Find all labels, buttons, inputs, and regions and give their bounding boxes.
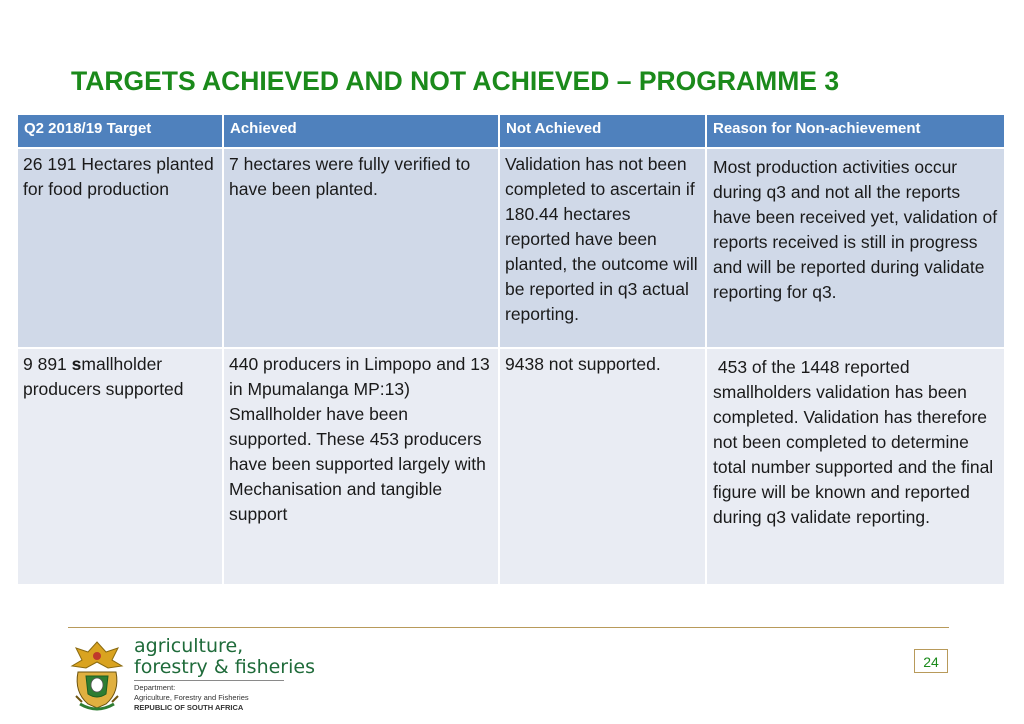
department-logo [66,635,315,716]
header-not-achieved: Not Achieved [499,114,706,148]
table-row [17,348,1005,585]
table-row [17,148,1005,348]
dept-full-name: Agriculture, Forestry and Fisheries [134,693,249,702]
cell-reason: 453 of the 1448 reported smallholders validation has been completed. Validation has therefore not been completed to determine total number supported and the final figure will be known and reported during q3 validate reporting. [706,348,1005,585]
header-achieved: Achieved [223,114,499,148]
table-header-row [17,114,1005,148]
header-reason: Reason for Non-achievement [706,114,1005,148]
footer-divider [68,627,949,628]
dept-label: Department: [134,683,176,692]
department-details [134,683,249,713]
header-target: Q2 2018/19 Target [17,114,223,148]
target-number: 9 891 [23,354,72,374]
cell-reason: Most production activities occur during q3 and not all the reports have been received yet, validation of reports received is still in progress and will be reported during validate reporting for q3. [706,148,1005,348]
page-number: 24 [914,649,948,673]
dept-name-line2: forestry & fisheries [134,656,315,678]
dept-name-line1: agriculture, [134,635,244,657]
cell-target [17,348,223,585]
coat-of-arms-icon [68,638,126,714]
target-text: mallholder producers supported [23,354,184,399]
country-name: REPUBLIC OF SOUTH AFRICA [134,703,244,712]
slide-title: TARGETS ACHIEVED AND NOT ACHIEVED – PROGRAMME 3 [71,66,840,96]
targets-table [16,113,1006,586]
cell-target: 26 191 Hectares planted for food production [17,148,223,348]
department-name [134,636,315,678]
dept-divider [134,680,284,681]
cell-achieved: 440 producers in Limpopo and 13 in Mpumalanga MP:13) Smallholder have been supported. These 453 producers have been supported largely with Mechanisation and tangible support [223,348,499,585]
target-bold-letter: s [71,354,82,374]
cell-not-achieved: 9438 not supported. [499,348,706,585]
cell-not-achieved: Validation has not been completed to ascertain if 180.44 hectares reported have been planted, the outcome will be reported in q3 actual reporting. [499,148,706,348]
cell-achieved: 7 hectares were fully verified to have been planted. [223,148,499,348]
